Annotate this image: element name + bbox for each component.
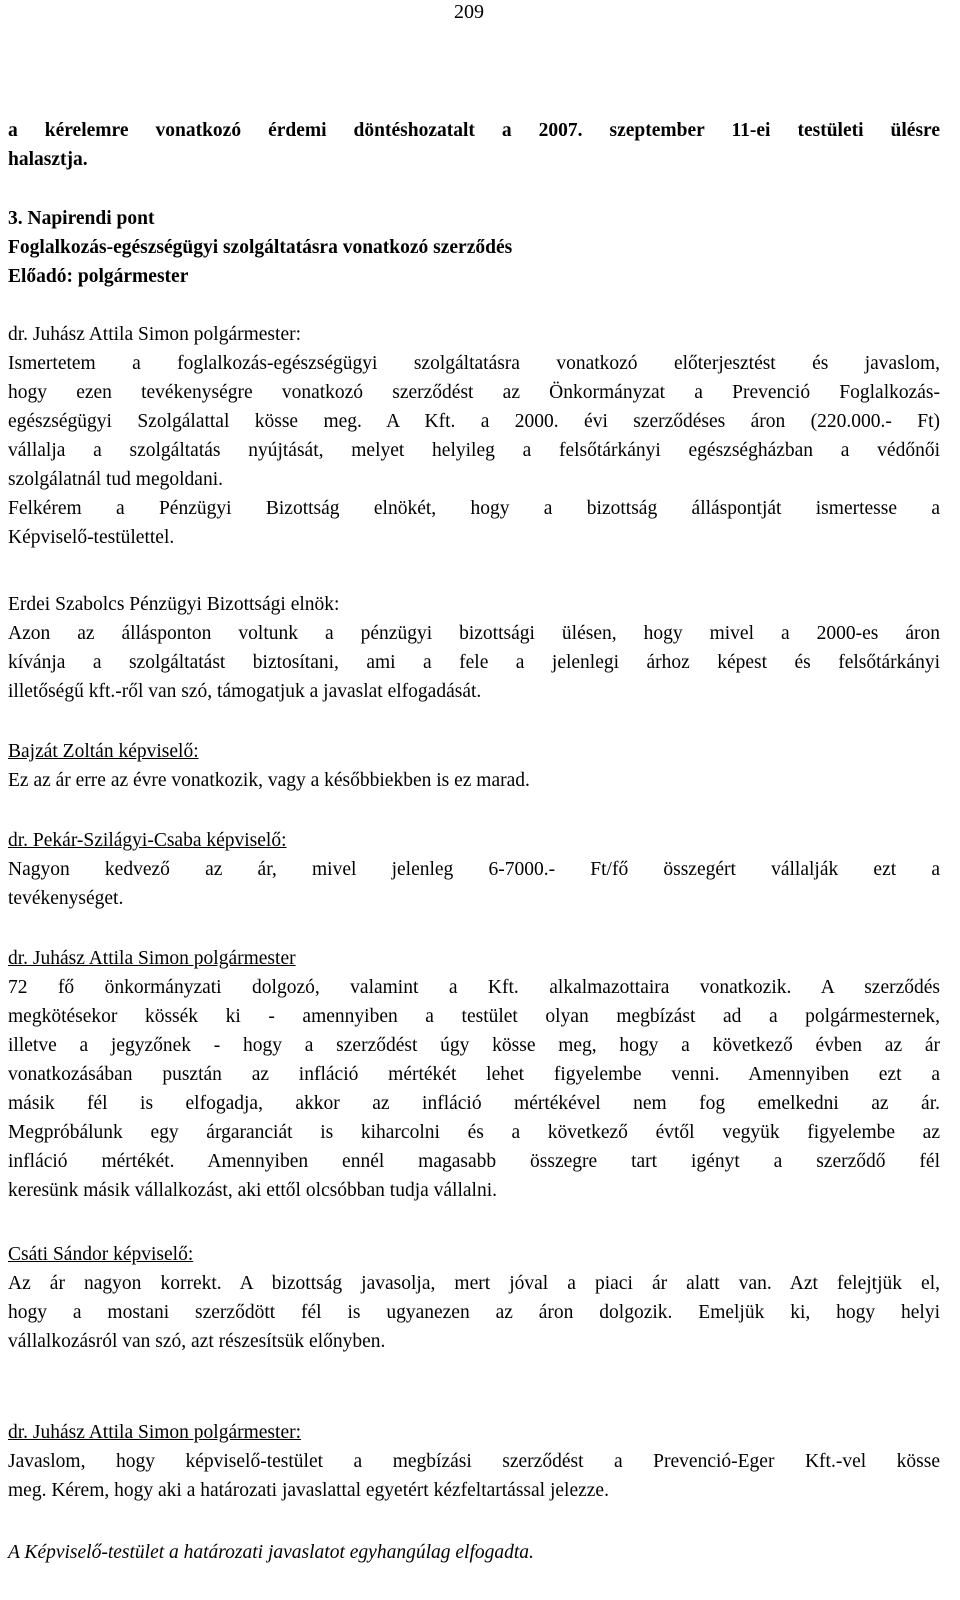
speech-line: Javaslom, hogy képviselő-testület a megbízási szerződést a Prevenció-Eger Kft.-vel kösse [8, 1451, 940, 1472]
speech-line: megkötésekor kössék ki - amennyiben a testület olyan megbízást ad a polgármesternek, [8, 1006, 940, 1027]
speech-line: Azon az állásponton voltunk a pénzügyi bizottsági ülésen, hogy mivel a 2000-es áron [8, 623, 940, 644]
speaker-line [8, 320, 940, 349]
speech-section [8, 1418, 940, 1505]
speech-line: Képviselő-testülettel. [8, 527, 175, 548]
speech-line: illetőségű kft.-ről van szó, támogatjuk a javaslat elfogadását. [8, 681, 482, 702]
speech-section [8, 826, 940, 913]
speech-section [8, 590, 940, 706]
speech-line: infláció mértékét. Amennyiben ennél magasabb összegre tart igényt a szerződő fél [8, 1151, 940, 1172]
closing-line: A Képviselő-testület a határozati javaslatot egyhangúlag elfogadta. [8, 1542, 534, 1563]
speaker-name: Erdei Szabolcs Pénzügyi Bizottsági elnök: [8, 594, 340, 615]
speech-line: vonatkozásában pusztán az infláció mértékét lehet figyelembe venni. Amennyiben ezt a [8, 1064, 940, 1085]
speech-line: szolgálatnál tud megoldani. [8, 469, 223, 490]
speech-line: meg. Kérem, hogy aki a határozati javaslattal egyetért kézfeltartással jelezze. [8, 1480, 609, 1501]
speech-line: Nagyon kedvező az ár, mivel jelenleg 6-7000.- Ft/fő összegért vállalják ezt a [8, 859, 940, 880]
speech-line: hogy a mostani szerződött fél is ugyanezen az áron dolgozik. Emeljük ki, hogy helyi [8, 1302, 940, 1323]
speech-line: tevékenységet. [8, 888, 124, 909]
agenda-heading [8, 204, 940, 291]
speech-line: Az ár nagyon korrekt. A bizottság javasolja, mert jóval a piaci ár alatt van. Azt felejtjük el, [8, 1273, 940, 1294]
speech-line: 72 fő önkormányzati dolgozó, valamint a Kft. alkalmazottaira vonatkozik. A szerződés [8, 977, 940, 998]
speech-line: keresünk másik vállalkozást, aki ettől olcsóbban tudja vállalni. [8, 1180, 497, 1201]
speech-section [8, 737, 940, 795]
speech-line: Megpróbálunk egy árgaranciát is kiharcolni és a következő évtől vegyük figyelembe az [8, 1122, 940, 1143]
speech-line: vállalja a szolgáltatás nyújtását, melyet helyileg a felsőtárkányi egészségházban a védőnői [8, 440, 940, 461]
resolution-text [8, 1538, 940, 1567]
agenda-title: Foglalkozás-egészségügyi szolgáltatásra vonatkozó szerződés [8, 237, 513, 258]
speech-line: hogy ezen tevékenységre vonatkozó szerződést az Önkormányzat a Prevenció Foglalkozás- [8, 382, 940, 403]
speech-line: illetve a jegyzőnek - hogy a szerződést úgy kösse meg, hogy a következő évben az ár [8, 1035, 940, 1056]
speech-line: Ez az ár erre az évre vonatkozik, vagy a későbbiekben is ez marad. [8, 770, 530, 791]
speaker-prefix: dr. [8, 324, 29, 345]
speech-line: vállalkozásról van szó, azt részesítsük előnyben. [8, 1331, 386, 1352]
speaker-name: Bajzát Zoltán képviselő: [8, 741, 199, 762]
speaker-name: Juhász Attila Simon polgármester: [32, 324, 302, 345]
speaker-name: dr. Juhász Attila Simon polgármester: [8, 1422, 302, 1443]
speech-line: másik fél is elfogadja, akkor az infláció mértékével nem fog emelkedni az ár. [8, 1093, 940, 1114]
intro-paragraph [8, 116, 940, 174]
speaker-name: dr. Pekár-Szilágyi-Csaba képviselő: [8, 830, 287, 851]
speech-section [8, 944, 940, 1205]
speech-section [8, 1240, 940, 1356]
speaker-name: Csáti Sándor képviselő: [8, 1244, 194, 1265]
speech-line: kívánja a szolgáltatást biztosítani, ami a fele a jelenlegi árhoz képest és felsőtárkányi [8, 652, 940, 673]
agenda-presenter: Előadó: polgármester [8, 266, 189, 287]
intro-line: halasztja. [8, 149, 88, 170]
agenda-number: 3. Napirendi pont [8, 208, 155, 229]
speech-section [8, 320, 940, 552]
speech-line: Felkérem a Pénzügyi Bizottság elnökét, hogy a bizottság álláspontját ismertesse a [8, 498, 940, 519]
speech-line: Ismertetem a foglalkozás-egészségügyi szolgáltatásra vonatkozó előterjesztést és javaslom, [8, 353, 940, 374]
intro-line: a kérelemre vonatkozó érdemi döntéshozatalt a 2007. szeptember 11-ei testületi ülésre [8, 120, 940, 141]
speech-line: egészségügyi Szolgálattal kösse meg. A Kft. a 2000. évi szerződéses áron (220.000.- Ft) [8, 411, 940, 432]
page-number: 209 [454, 1, 484, 23]
speaker-name: dr. Juhász Attila Simon polgármester [8, 948, 296, 969]
